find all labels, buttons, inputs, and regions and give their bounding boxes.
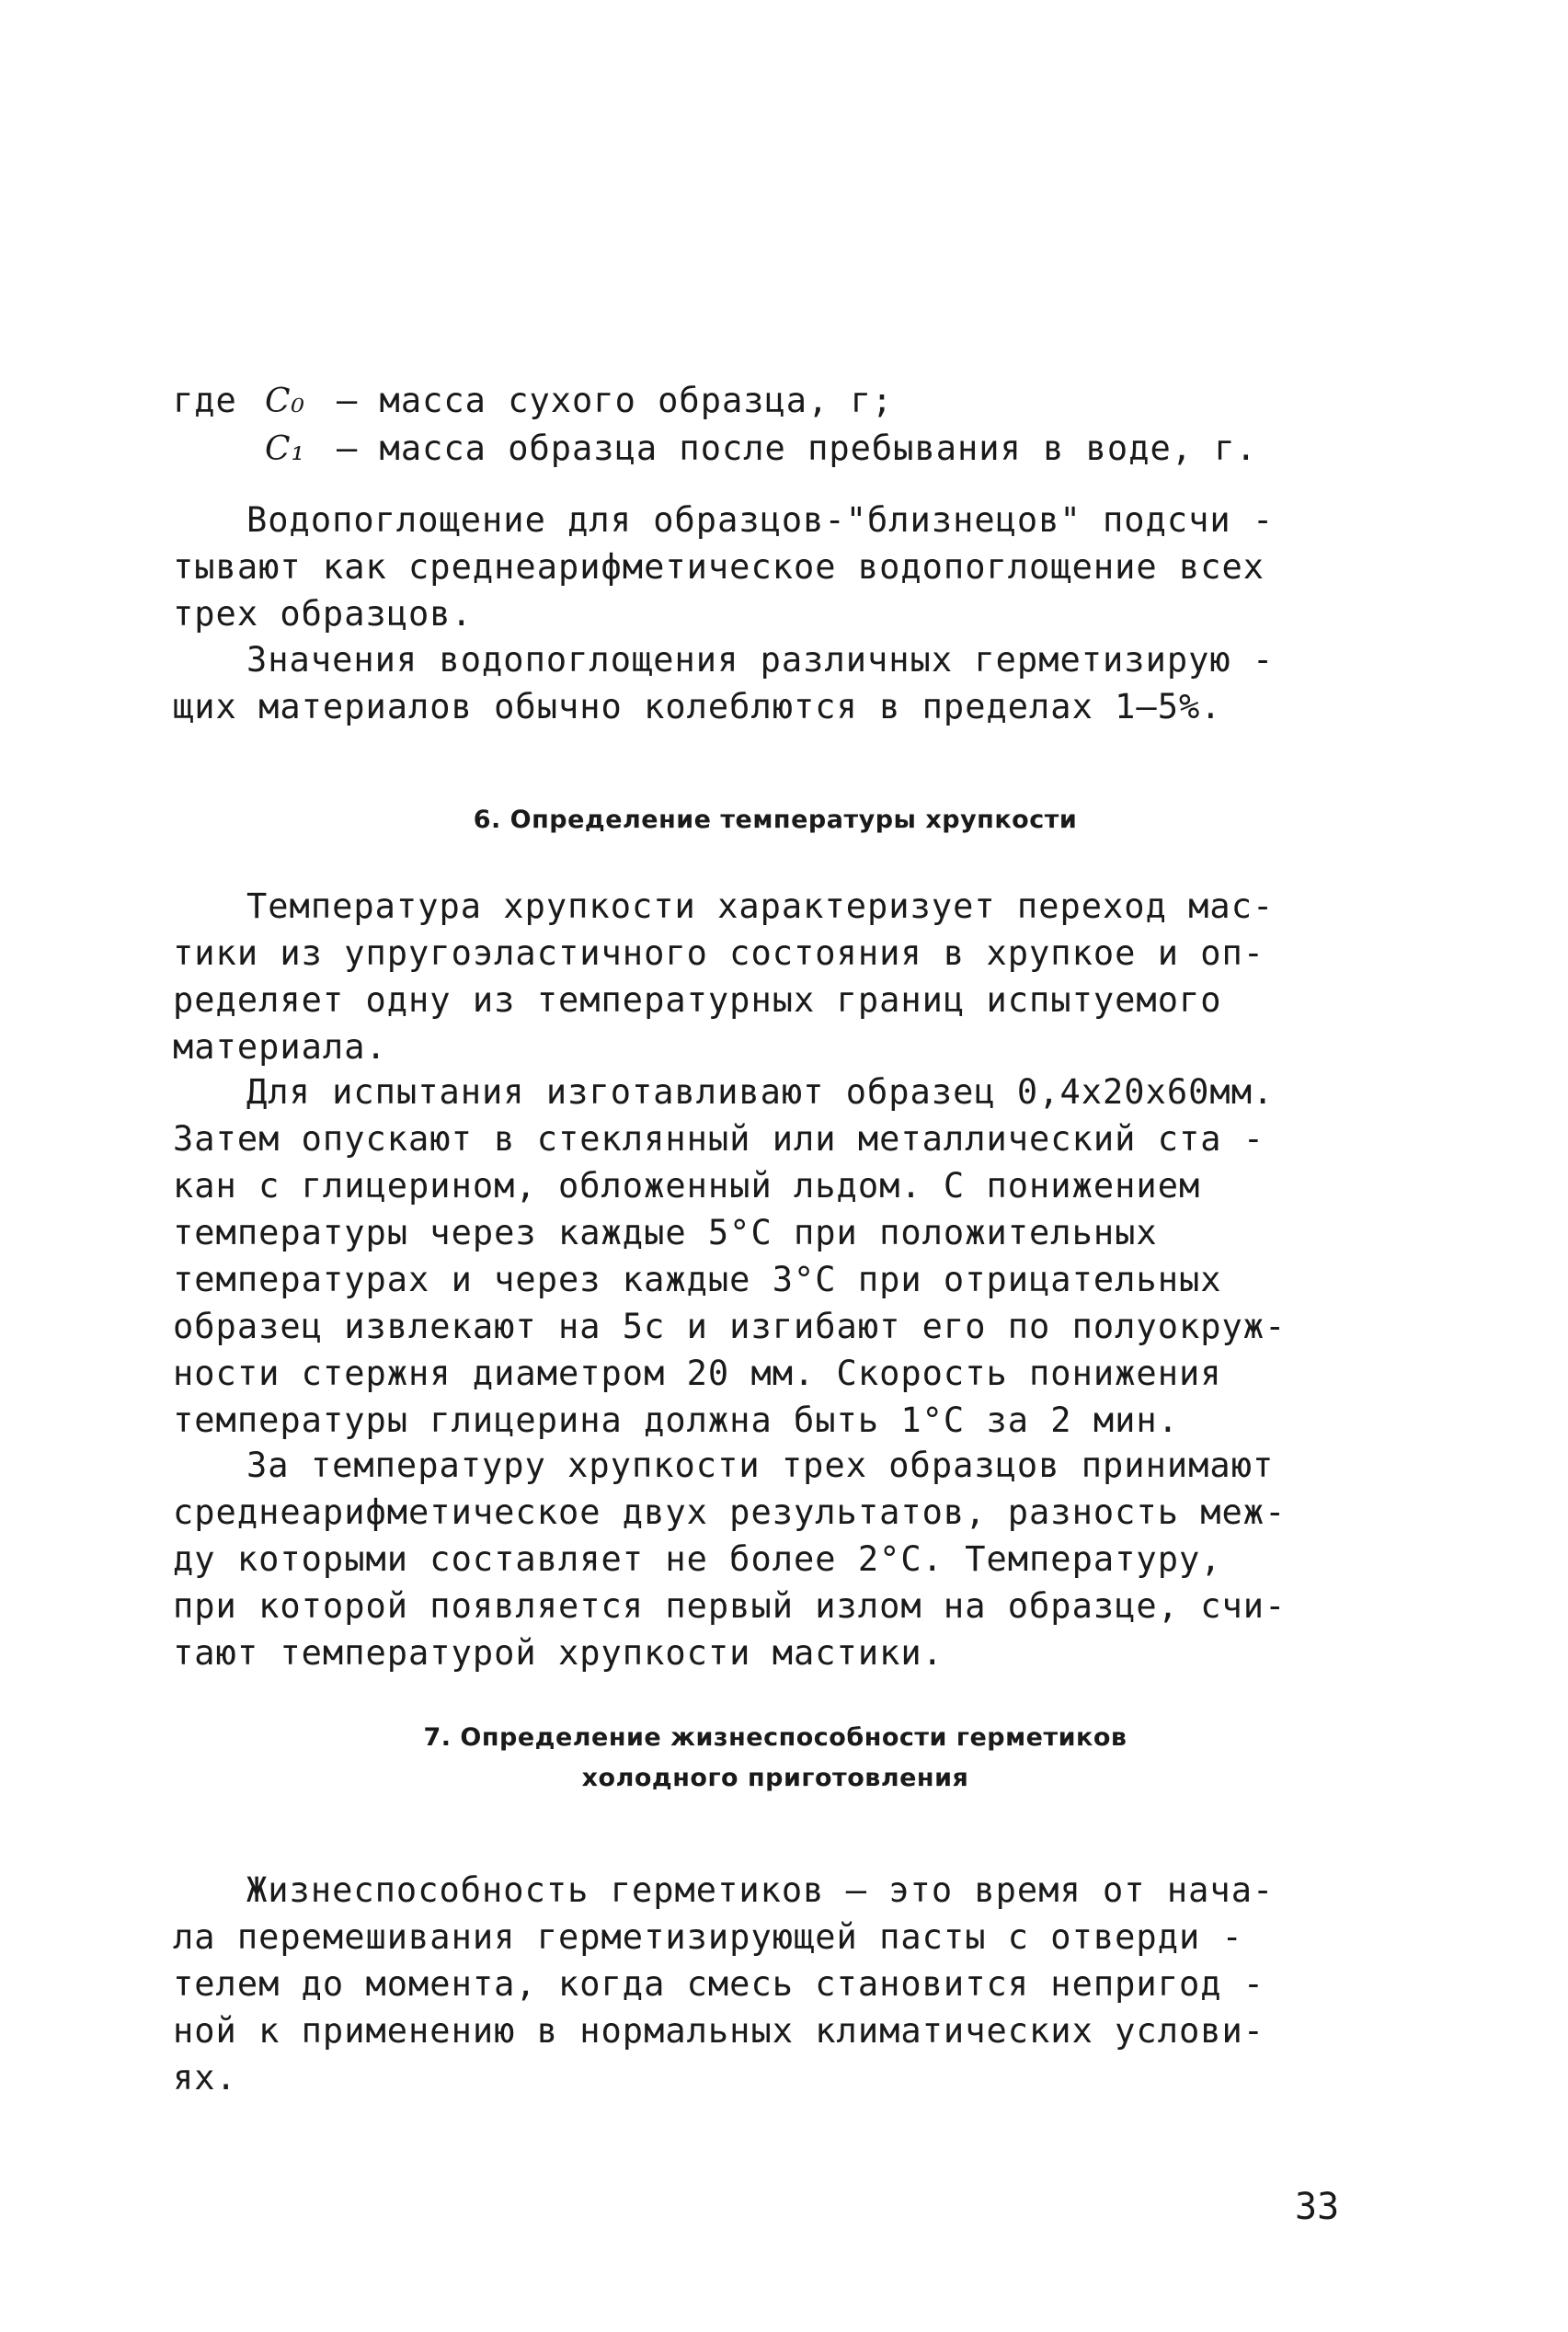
heading-line: 7. Определение жизнеспособности герметиков xyxy=(423,1723,1127,1752)
where-word: где xyxy=(173,381,237,420)
where-row-c1 xyxy=(173,425,1378,473)
definition-c0: – масса сухого образца, г; xyxy=(337,381,894,420)
where-definitions xyxy=(173,377,1378,473)
text-line: тики из упругоэластичного состояния в хрупкое и оп- xyxy=(173,933,1265,973)
symbol-c1: C₁ xyxy=(265,430,305,468)
text-line: Температура хрупкости характеризует переход мас- xyxy=(246,886,1275,926)
text-line: ределяет одну из температурных границ испытуемого xyxy=(173,980,1222,1020)
text-line: температуры через каждые 5°С при положительных xyxy=(173,1213,1158,1252)
where-row-c0 xyxy=(173,377,1378,425)
text-line: Для испытания изготавливают образец 0,4х20х60мм. xyxy=(246,1072,1275,1112)
text-line: телем до момента, когда смесь становится непригод - xyxy=(173,1964,1265,2004)
text-line: За температуру хрупкости трех образцов принимают xyxy=(246,1446,1275,1485)
text-line: ла перемешивания герметизирующей пасты с отверди - xyxy=(173,1917,1243,1957)
paragraph-water-absorption xyxy=(173,497,1378,637)
page-number: 33 xyxy=(1295,2186,1340,2228)
text-line: тают температурой хрупкости мастики. xyxy=(173,1633,944,1673)
text-line: Затем опускают в стеклянный или металлический ста - xyxy=(173,1119,1265,1159)
text-line: трех образцов. xyxy=(173,594,473,634)
text-line: ях. xyxy=(173,2058,237,2098)
paragraph-test-procedure xyxy=(173,1069,1378,1444)
symbol-c0: C₀ xyxy=(265,383,305,420)
text-line: при которой появляется первый излом на образце, счи- xyxy=(173,1586,1287,1626)
text-line: ду которыми составляет не более 2°С. Температуру, xyxy=(173,1539,1222,1579)
text-line: Значения водопоглощения различных герметизирую - xyxy=(246,640,1275,680)
text-line: Жизнеспособность герметиков – это время от нача- xyxy=(246,1870,1275,1910)
heading-line: 6. Определение температуры хрупкости xyxy=(473,806,1078,834)
text-line: образец извлекают на 5с и изгибают его по полуокруж- xyxy=(173,1307,1287,1346)
paragraph-pot-life xyxy=(173,1867,1378,2101)
definition-c1: – масса образца после пребывания в воде, г. xyxy=(337,429,1257,468)
paragraph-brittleness-definition xyxy=(173,883,1378,1070)
text-line: температуры глицерина должна быть 1°С за 2 мин. xyxy=(173,1400,1179,1440)
paragraph-values xyxy=(173,636,1378,730)
heading-line: холодного приготовления xyxy=(581,1764,969,1792)
text-line: среднеарифметическое двух результатов, разность меж- xyxy=(173,1492,1287,1532)
text-line: тывают как среднеарифметическое водопоглощение всех xyxy=(173,547,1265,587)
text-line: материала. xyxy=(173,1027,387,1067)
paragraph-result xyxy=(173,1442,1378,1676)
text-line: Водопоглощение для образцов-"близнецов" подсчи - xyxy=(246,500,1275,540)
text-line: ности стержня диаметром 20 мм. Скорость понижения xyxy=(173,1354,1222,1393)
section-heading-7 xyxy=(173,1718,1378,1799)
section-heading-6 xyxy=(173,800,1378,840)
text-line: температурах и через каждые 3°С при отрицательных xyxy=(173,1260,1222,1299)
text-line: кан с глицерином, обложенный льдом. С понижением xyxy=(173,1166,1201,1206)
text-line: щих материалов обычно колеблются в пределах 1–5%. xyxy=(173,687,1222,726)
text-line: ной к применению в нормальных климатических услови- xyxy=(173,2011,1265,2051)
